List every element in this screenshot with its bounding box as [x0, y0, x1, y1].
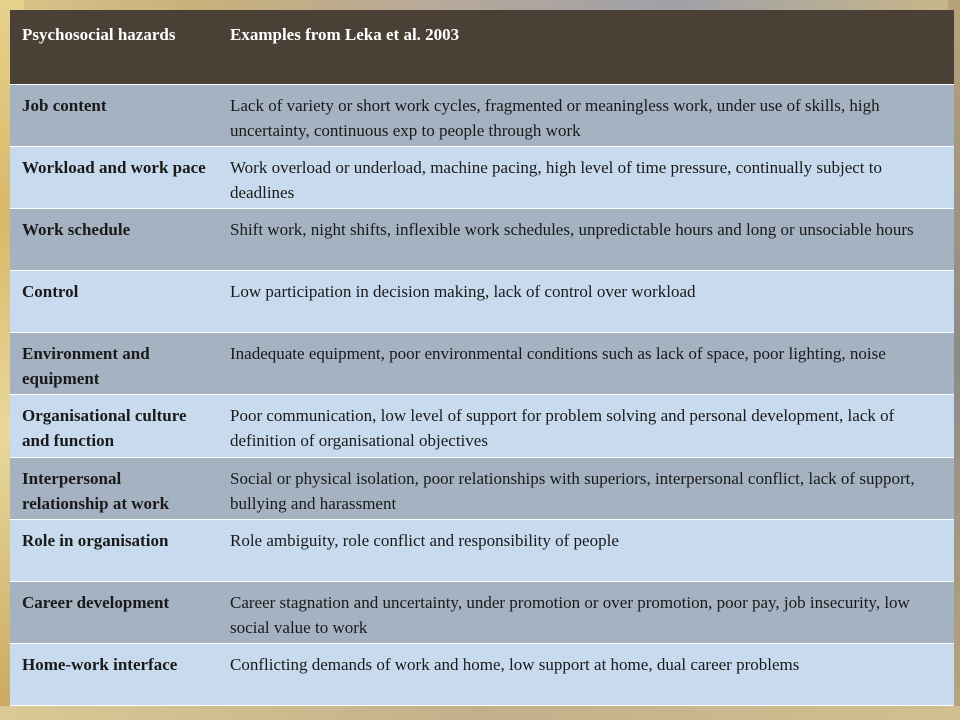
table-header: [10, 10, 954, 85]
hazards-table: [10, 10, 954, 706]
table-row: [10, 209, 954, 271]
examples-cell: Social or physical isolation, poor relationships with superiors, interpersonal conflict, lack of support, bullying and harassment: [218, 457, 954, 519]
examples-cell: Shift work, night shifts, inflexible work schedules, unpredictable hours and long or unsociable hours: [218, 209, 954, 271]
table-row: [10, 147, 954, 209]
examples-cell: Career stagnation and uncertainty, under promotion or over promotion, poor pay, job insecurity, low social value to work: [218, 581, 954, 643]
hazard-cell: Workload and work pace: [10, 147, 218, 209]
table-row: [10, 395, 954, 457]
table-row: [10, 457, 954, 519]
hazard-cell: Environment and equipment: [10, 333, 218, 395]
hazard-cell: Home-work interface: [10, 643, 218, 705]
examples-cell: Conflicting demands of work and home, low support at home, dual career problems: [218, 643, 954, 705]
header-row: [10, 10, 954, 85]
table-body: [10, 85, 954, 706]
header-hazards: Psychosocial hazards: [10, 10, 218, 85]
hazard-cell: Interpersonal relationship at work: [10, 457, 218, 519]
hazard-cell: Control: [10, 271, 218, 333]
examples-cell: Low participation in decision making, lack of control over workload: [218, 271, 954, 333]
examples-cell: Inadequate equipment, poor environmental conditions such as lack of space, poor lighting, noise: [218, 333, 954, 395]
background-bottom-strip: [0, 706, 960, 720]
examples-cell: Lack of variety or short work cycles, fragmented or meaningless work, under use of skills, high uncertainty, continuous exp to people through work: [218, 85, 954, 147]
table-row: [10, 271, 954, 333]
hazard-cell: Role in organisation: [10, 519, 218, 581]
table-row: [10, 581, 954, 643]
examples-cell: Role ambiguity, role conflict and responsibility of people: [218, 519, 954, 581]
examples-cell: Poor communication, low level of support for problem solving and personal development, lack of definition of organisational objectives: [218, 395, 954, 457]
hazard-cell: Job content: [10, 85, 218, 147]
examples-cell: Work overload or underload, machine pacing, high level of time pressure, continually subject to deadlines: [218, 147, 954, 209]
hazard-cell: Organisational culture and function: [10, 395, 218, 457]
table-row: [10, 643, 954, 705]
table-row: [10, 519, 954, 581]
table-row: [10, 85, 954, 147]
table-row: [10, 333, 954, 395]
hazard-cell: Career development: [10, 581, 218, 643]
header-examples: Examples from Leka et al. 2003: [218, 10, 954, 85]
hazard-cell: Work schedule: [10, 209, 218, 271]
